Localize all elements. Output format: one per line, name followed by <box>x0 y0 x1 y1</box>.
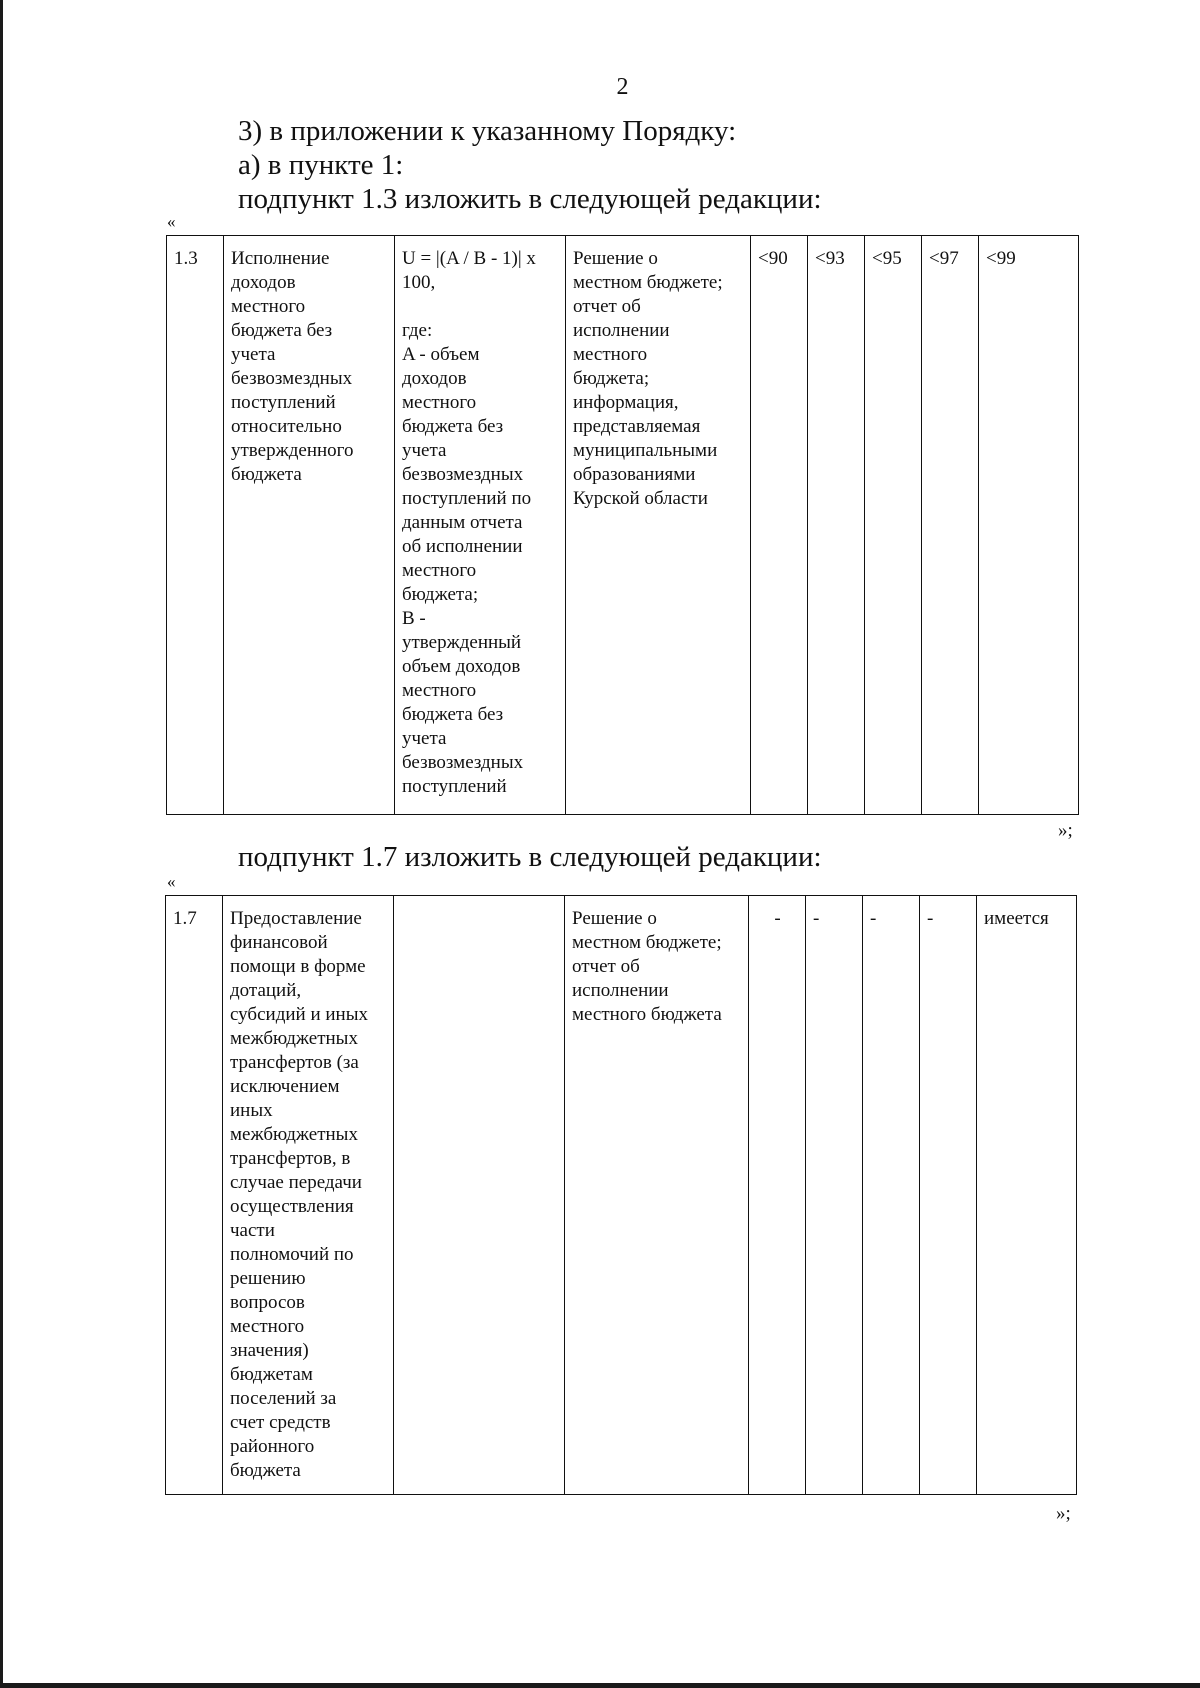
cell-text-line: межбюджетных <box>230 1124 358 1145</box>
intro-line-3: подпункт 1.3 изложить в следующей редакции: <box>238 183 822 215</box>
cell-text-line: бюджетам <box>230 1364 313 1385</box>
threshold-cell-1: - <box>749 896 806 1495</box>
cell-text-line: A - объем <box>402 344 480 365</box>
cell-text-line: представляемая <box>573 416 701 437</box>
row-number-cell: 1.3 <box>167 236 224 815</box>
cell-text-line: Предоставление <box>230 908 362 929</box>
threshold-cell-2: <93 <box>808 236 865 815</box>
table-subitem-1-3 <box>166 235 1079 815</box>
cell-text-line: безвозмездных <box>402 752 524 773</box>
cell-text-line: Исполнение <box>231 248 330 269</box>
cell-text-line: межбюджетных <box>230 1028 358 1049</box>
threshold-cell-3: <95 <box>865 236 922 815</box>
cell-text-line: трансфертов, в <box>230 1148 351 1169</box>
cell-text-line: U = |(A / B - 1)| x <box>402 248 536 269</box>
cell-text-line: поселений за <box>230 1388 337 1409</box>
cell-text-line: дотаций, <box>230 980 302 1001</box>
cell-text-line: доходов <box>402 368 467 389</box>
cell-text-line: информация, <box>573 392 679 413</box>
scan-edge-bottom <box>0 1683 1200 1688</box>
cell-text-line: образованиями <box>573 464 696 485</box>
quote-open-1: « <box>167 212 176 231</box>
cell-text-line: вопросов <box>230 1292 305 1313</box>
threshold-cell-4: <97 <box>922 236 979 815</box>
cell-text-line: части <box>230 1220 275 1241</box>
quote-close-2: »; <box>1056 1503 1071 1524</box>
cell-text-line: поступлений по <box>402 488 532 509</box>
threshold-cell-5: имеется <box>977 896 1077 1495</box>
threshold-cell-3: - <box>863 896 920 1495</box>
cell-text-line: значения) <box>230 1340 309 1361</box>
cell-text-line: отчет об <box>573 296 641 317</box>
cell-text-line: бюджета без <box>402 416 504 437</box>
cell-text-line: местного <box>402 560 477 581</box>
cell-text-line: поступлений <box>231 392 336 413</box>
cell-text-line: иных <box>230 1100 273 1121</box>
cell-text-line: объем доходов <box>402 656 521 677</box>
threshold-cell-2: - <box>806 896 863 1495</box>
intro-line-1: 3) в приложении к указанному Порядку: <box>238 115 737 147</box>
quote-open-2: « <box>167 872 176 891</box>
indicator-name-cell <box>223 896 394 1495</box>
cell-text-line: местного <box>402 392 477 413</box>
cell-text-line: местном бюджете; <box>572 932 722 953</box>
cell-text-line: помощи в форме <box>230 956 366 977</box>
cell-text-line: учета <box>402 728 447 749</box>
cell-text-line: утвержденный <box>402 632 522 653</box>
data-source-cell <box>565 896 749 1495</box>
cell-text-line <box>402 295 559 319</box>
cell-text-line: Решение о <box>572 908 657 929</box>
cell-text-line: где: <box>402 320 433 341</box>
cell-text-line: Курской области <box>573 488 708 509</box>
cell-text-line: полномочий по <box>230 1244 354 1265</box>
formula-cell <box>394 896 565 1495</box>
cell-text-line: поступлений <box>402 776 507 797</box>
cell-text-line: районного <box>230 1436 315 1457</box>
cell-text-line: субсидий и иных <box>230 1004 368 1025</box>
cell-text-line: бюджета; <box>573 368 650 389</box>
cell-text-line: местного <box>402 680 477 701</box>
cell-text-line: об исполнении <box>402 536 523 557</box>
cell-text-line: счет средств <box>230 1412 331 1433</box>
cell-text-line: бюджета без <box>231 320 333 341</box>
cell-text-line: безвозмездных <box>231 368 353 389</box>
cell-text-line: отчет об <box>572 956 640 977</box>
cell-text-line: случае передачи <box>230 1172 362 1193</box>
cell-text-line: финансовой <box>230 932 328 953</box>
cell-text-line: бюджета <box>230 1460 301 1481</box>
table-row <box>166 896 1077 1495</box>
cell-text-line: бюджета; <box>402 584 479 605</box>
cell-text-line: исполнении <box>572 980 669 1001</box>
cell-text-line: 100, <box>402 272 436 293</box>
cell-text-line: муниципальными <box>573 440 718 461</box>
formula-cell <box>395 236 566 815</box>
data-source-cell <box>566 236 751 815</box>
scan-edge-left <box>0 0 3 1688</box>
threshold-cell-4: - <box>920 896 977 1495</box>
threshold-cell-1: <90 <box>751 236 808 815</box>
cell-text-line: исключением <box>230 1076 340 1097</box>
cell-text-line: безвозмездных <box>402 464 524 485</box>
cell-text-line: местного <box>231 296 306 317</box>
cell-text-line: исполнении <box>573 320 670 341</box>
cell-text-line: местного бюджета <box>572 1004 722 1025</box>
cell-text-line: относительно <box>231 416 342 437</box>
row-number-cell: 1.7 <box>166 896 223 1495</box>
cell-text-line: данным отчета <box>402 512 523 533</box>
cell-text-line: Решение о <box>573 248 658 269</box>
cell-text-line: доходов <box>231 272 296 293</box>
cell-text-line: решению <box>230 1268 306 1289</box>
table-subitem-1-7 <box>165 895 1077 1495</box>
quote-close-1: »; <box>1058 820 1073 841</box>
indicator-name-cell <box>224 236 395 815</box>
threshold-cell-5: <99 <box>979 236 1079 815</box>
page-number: 2 <box>616 74 629 100</box>
cell-text-line: местного <box>230 1316 305 1337</box>
cell-text-line: местном бюджете; <box>573 272 723 293</box>
cell-text-line: утвержденного <box>231 440 354 461</box>
table-row <box>167 236 1079 815</box>
cell-text-line: учета <box>231 344 276 365</box>
cell-text-line: местного <box>573 344 648 365</box>
intro-line-2: а) в пункте 1: <box>238 149 404 181</box>
cell-text-line: осуществления <box>230 1196 354 1217</box>
heading-subitem-1-7: подпункт 1.7 изложить в следующей редакции: <box>238 841 822 873</box>
cell-text-line: B - <box>402 608 426 629</box>
cell-text-line: учета <box>402 440 447 461</box>
cell-text-line: бюджета <box>231 464 302 485</box>
cell-text-line: бюджета без <box>402 704 504 725</box>
cell-text-line: трансфертов (за <box>230 1052 359 1073</box>
